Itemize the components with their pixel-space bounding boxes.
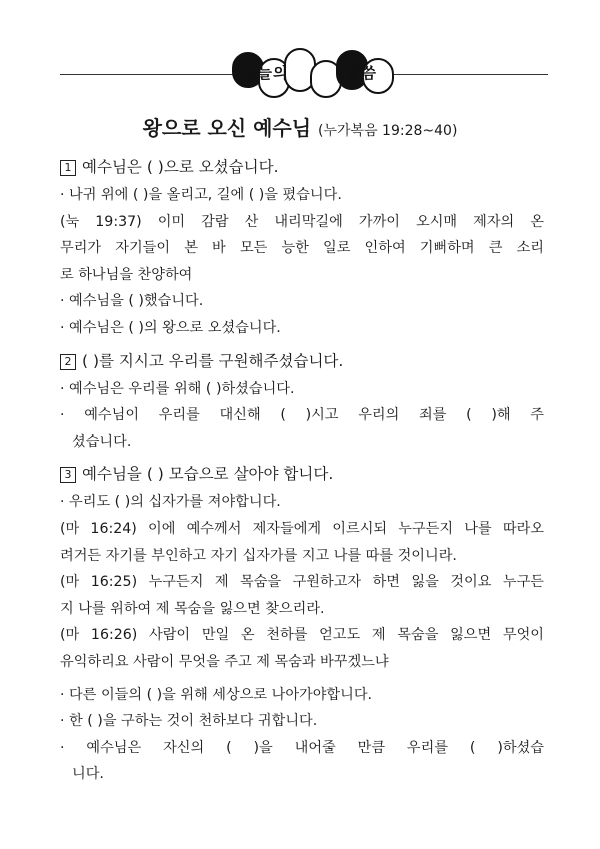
list-item: · 예수님은 자신의 ( )을 내어줄 만큼 우리를 ( )하셨습 — [60, 739, 544, 756]
list-item: · 예수님이 우리를 대신해 ( )시고 우리의 죄를 ( )해 주 — [60, 407, 544, 424]
section-1-heading — [60, 152, 544, 182]
title-main: 왕으로 오신 예수님 — [142, 116, 312, 140]
verse-line: 지 나를 위하여 제 목숨을 잃으면 찾으리라. — [60, 600, 325, 617]
list-item: · 예수님을 ( )했습니다. — [60, 293, 204, 310]
header-banner — [60, 46, 548, 106]
title-reference: (누가복음 19:28~40) — [318, 123, 458, 139]
section-3-heading — [60, 459, 544, 489]
verse-line: 유익하리요 사람이 무엇을 주고 제 목숨과 바꾸겠느냐 — [60, 653, 389, 670]
section-heading-text: 예수님은 ( )으로 오셨습니다. — [82, 158, 279, 176]
list-item-continuation: 니다. — [72, 766, 104, 783]
list-item: · 예수님은 우리를 위해 ( )하셨습니다. — [60, 380, 295, 397]
verse-line: (마 16:24) 이에 예수께서 제자들에게 이르시되 누구든지 나를 따라오 — [60, 520, 544, 537]
verse-line: (눅 19:37) 이미 감람 산 내리막길에 가까이 오시매 제자의 온 — [60, 213, 544, 230]
list-item-continuation: 셨습니다. — [72, 433, 132, 450]
section-heading-text: ( )를 지시고 우리를 구원해주셨습니다. — [82, 351, 344, 370]
list-item: · 다른 이들의 ( )을 위해 세상으로 나아가야합니다. — [60, 686, 373, 703]
content — [60, 148, 544, 788]
banner-word-word: 말씀 — [346, 64, 377, 82]
list-item: · 나귀 위에 ( )을 올리고, 길에 ( )을 폈습니다. — [60, 187, 342, 203]
list-item: · 한 ( )을 구하는 것이 천하보다 귀합니다. — [60, 713, 318, 730]
page-title — [0, 112, 600, 141]
verse-line: 려거든 자기를 부인하고 자기 십자가를 지고 나를 따를 것이니라. — [60, 547, 457, 564]
list-item: · 예수님은 ( )의 왕으로 오셨습니다. — [60, 319, 281, 336]
verse-line: (마 16:26) 사람이 만일 온 천하를 얻고도 제 목숨을 잃으면 무엇이 — [60, 627, 544, 644]
section-heading-text: 예수님을 ( ) 모습으로 살아야 합니다. — [82, 465, 334, 484]
list-item: · 우리도 ( )의 십자가를 져야합니다. — [60, 494, 281, 511]
section-number-box: 2 — [60, 354, 76, 370]
section-number-box: 1 — [60, 160, 76, 176]
section-2-heading — [60, 346, 544, 376]
verse-line: (마 16:25) 누구든지 제 목숨을 구원하고자 하면 잃을 것이요 누구든 — [60, 574, 544, 591]
verse-line: 무리가 자기들이 본 바 모든 능한 일로 인하여 기뻐하며 큰 소리 — [60, 240, 544, 257]
banner-word-today: 오늘의 — [242, 64, 289, 82]
verse-line: 로 하나님을 찬양하여 — [60, 266, 193, 283]
section-number-box: 3 — [60, 467, 76, 483]
